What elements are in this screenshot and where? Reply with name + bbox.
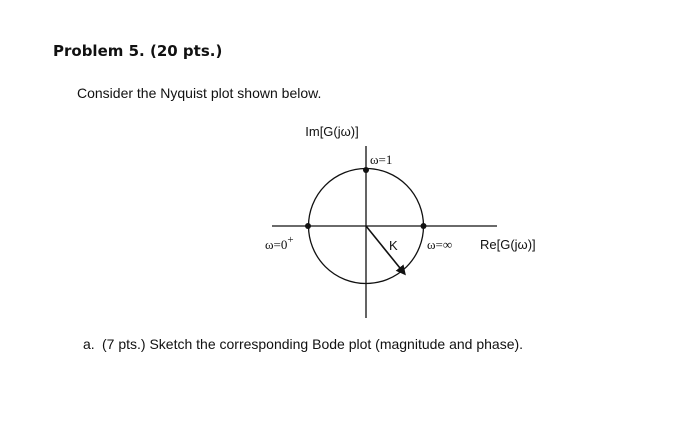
- point-omega-infinity: [421, 223, 427, 229]
- omega-zero-label: ω=0+: [265, 234, 294, 252]
- question-a: [83, 336, 523, 352]
- question-a-text: (7 pts.) Sketch the corresponding Bode plot (magnitude and phase).: [102, 336, 524, 352]
- omega-one-label: ω=1: [370, 152, 393, 167]
- real-axis-label: Re[G(jω)]: [480, 237, 536, 252]
- imaginary-axis-label: Im[G(jω)]: [305, 124, 359, 139]
- problem-title: Problem 5. (20 pts.): [53, 42, 223, 60]
- gain-vector-arrow: [366, 226, 404, 273]
- gain-label: K: [389, 238, 398, 253]
- omega-zero-superscript: +: [287, 234, 294, 246]
- point-omega-one: [363, 167, 369, 173]
- omega-infinity-label: ω=∞: [427, 237, 453, 252]
- point-omega-zero: [305, 223, 311, 229]
- problem-intro: Consider the Nyquist plot shown below.: [77, 85, 322, 101]
- question-a-marker: a.: [83, 336, 95, 352]
